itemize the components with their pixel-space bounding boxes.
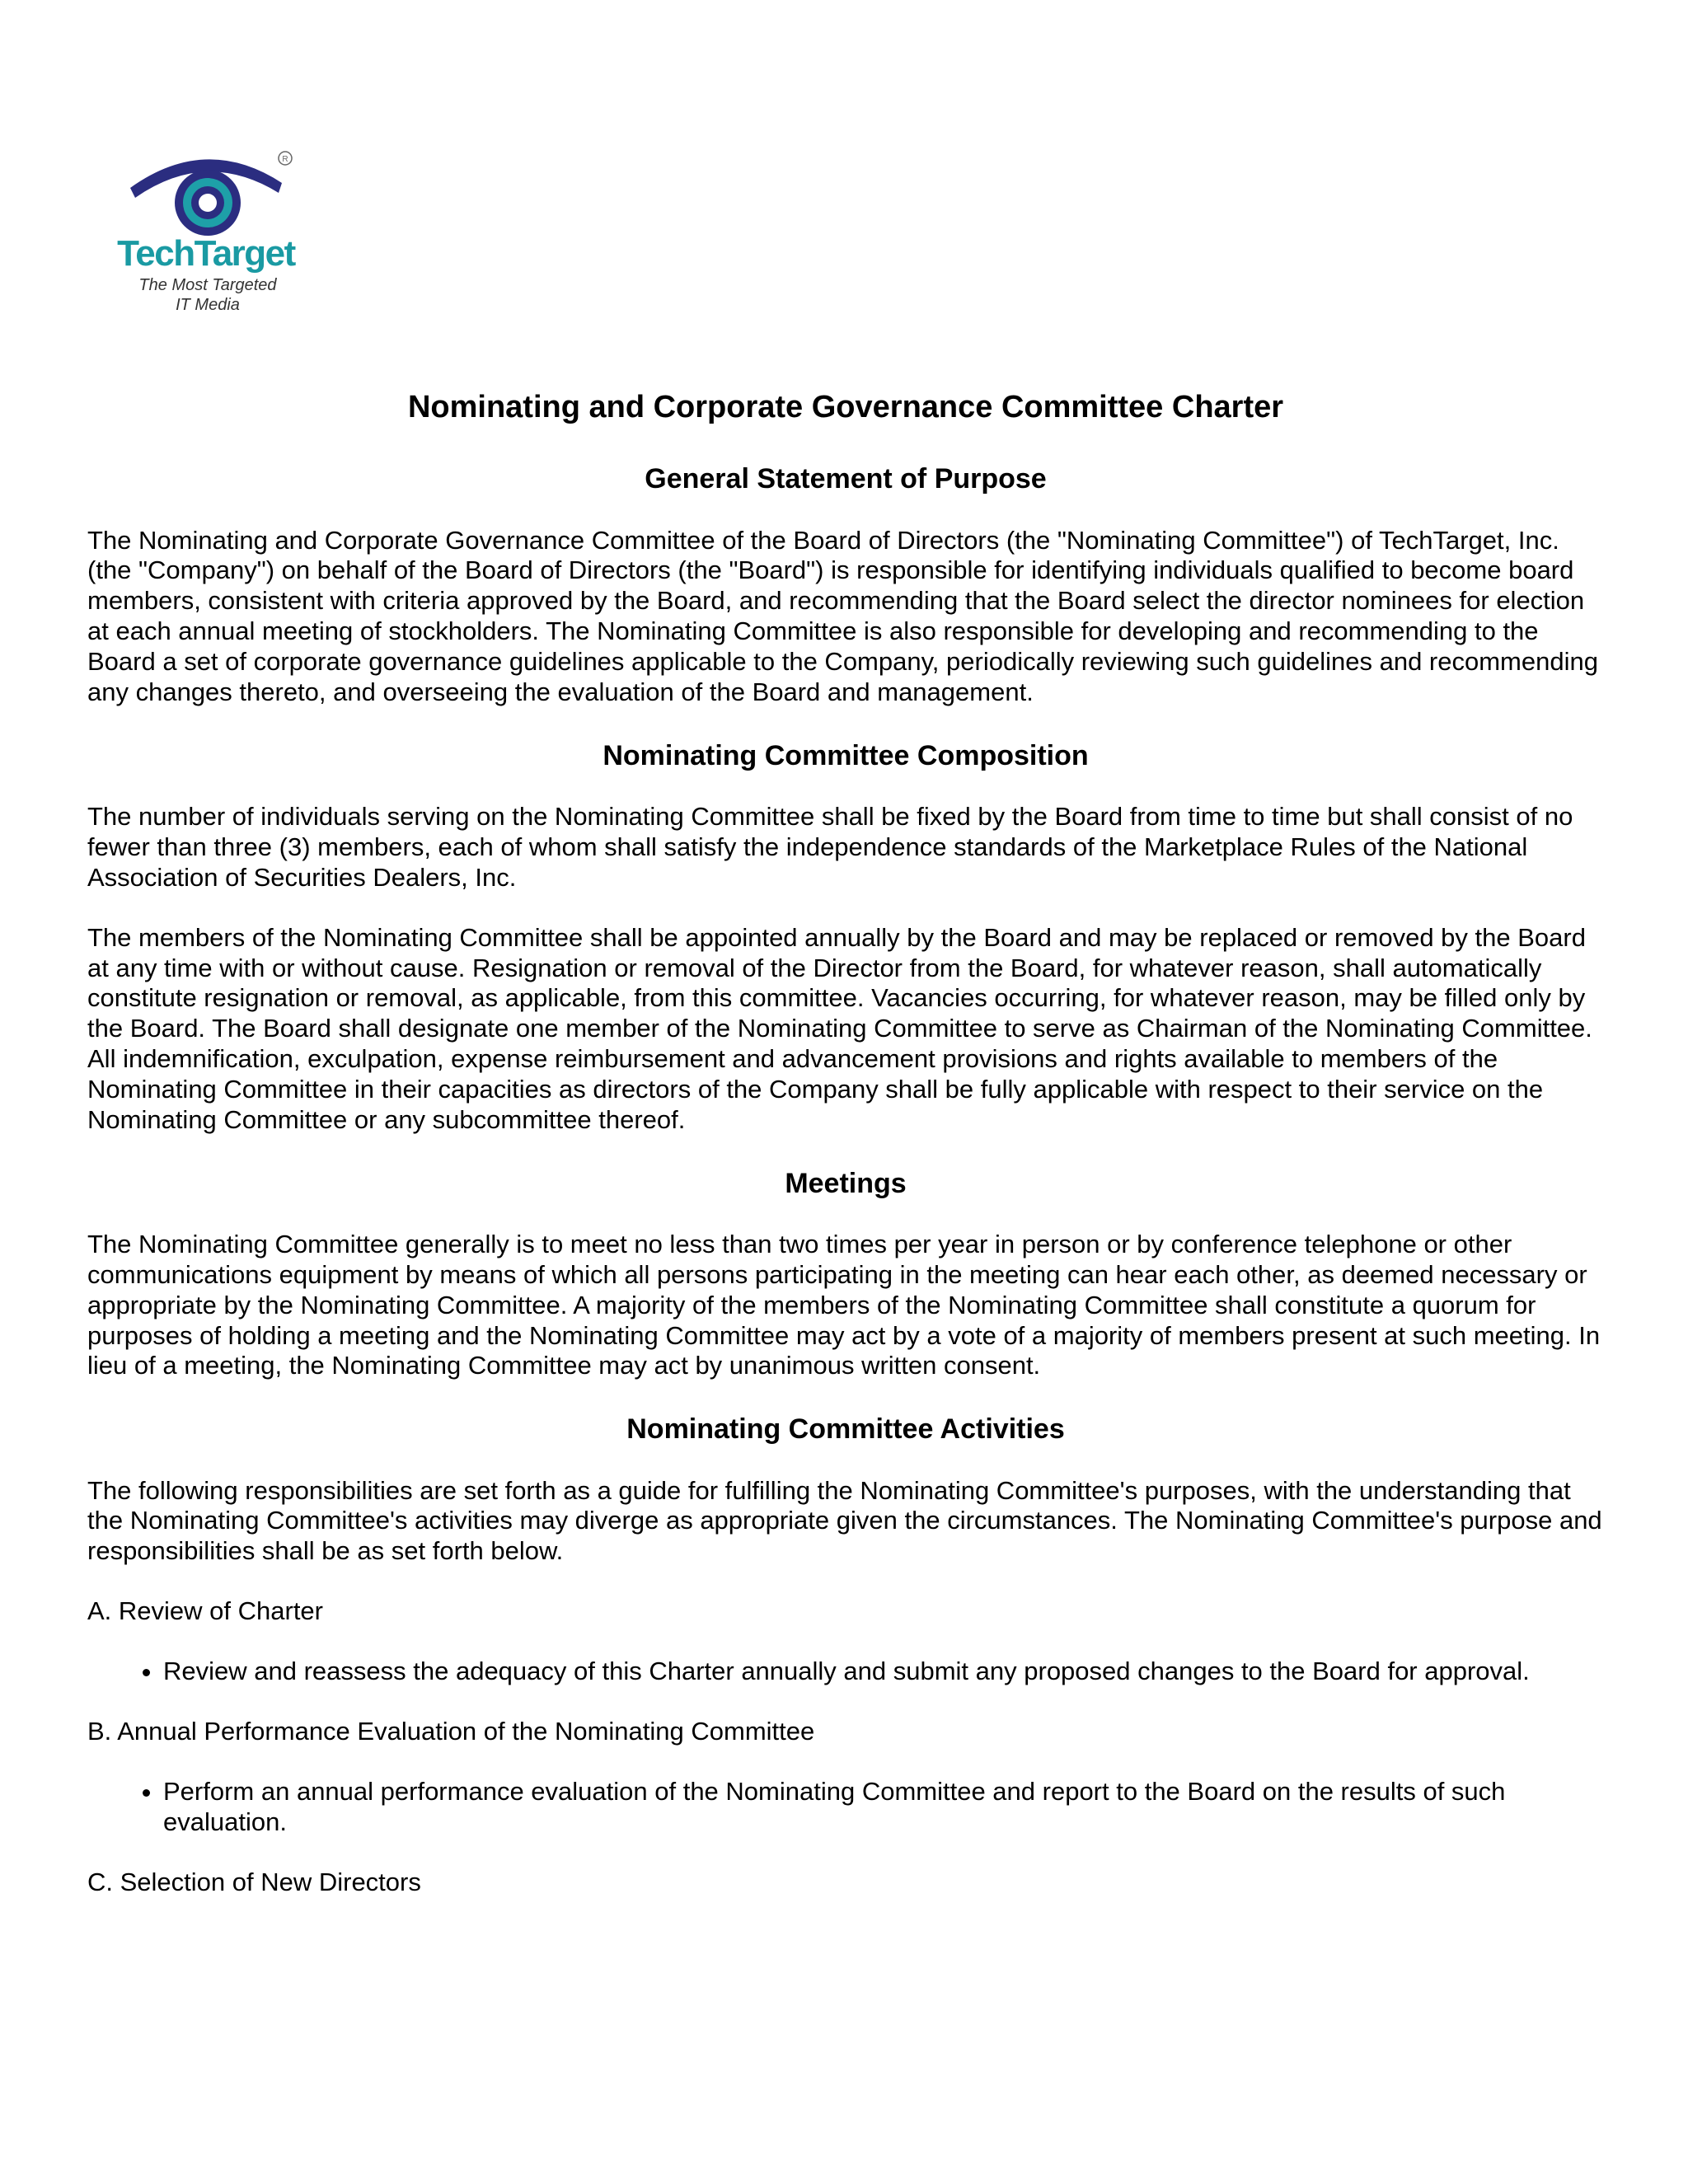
- registered-mark-letter: R: [282, 155, 288, 164]
- section-heading-activities: Nominating Committee Activities: [626, 1413, 1065, 1446]
- purpose-paragraph: The Nominating and Corporate Governance Committee of the Board of Directors (the "Nominating Committee") of TechTarget, Inc. (the "Company") on behalf of the Board of Directors (the "Board") is responsible for identifying individuals qualified to become board members, consistent with criteria approved by the Board, and recommending that the Board select the director nominees for election at each annual meeting of stockholders. The Nominating Committee is also responsible for developing and recommending to the Board a set of corporate governance guidelines applicable to the Company, periodically reviewing such guidelines and recommending any changes thereto, and overseeing the evaluation of the Board and management.: [87, 525, 1598, 706]
- meetings-paragraph: The Nominating Committee generally is to meet no less than two times per year in person or by conference telephone or other communications equipment by means of which all persons participating in the meeting can hear each other, as deemed necessary or appropriate by the Nominating Committee. A majority of the members of the Nominating Committee shall constitute a quorum for purposes of holding a meeting and the Nominating Committee may act by a vote of a majority of members present at such meeting. In lieu of a meeting, the Nominating Committee may act by unanimous written consent.: [87, 1229, 1601, 1380]
- techtarget-logo: [115, 140, 313, 338]
- activity-label-review-of-charter: A. Review of Charter: [87, 1596, 323, 1626]
- list-item: • Review and reassess the adequacy of this Charter annually and submit any proposed changes to the Board for approval.: [163, 1657, 1604, 1687]
- tagline-line1-text: The Most Targeted: [138, 276, 277, 294]
- activity-label-selection-of-new-directors: C. Selection of New Directors: [87, 1867, 421, 1896]
- tagline-line2-text: IT Media: [176, 296, 240, 314]
- activities-paragraph: The following responsibilities are set forth as a guide for fulfilling the Nominating Committee's purposes, with the understanding that the Nominating Committee's activities may diverge as appropriate given the circumstances. The Nominating Committee's purpose and responsibilities shall be as set forth below.: [87, 1475, 1602, 1566]
- composition-paragraph-1: The number of individuals serving on the Nominating Committee shall be fixed by the Board from time to time but shall consist of no fewer than three (3) members, each of whom shall satisfy the independence standards of the Marketplace Rules of the National Association of Securities Dealers, Inc.: [87, 802, 1573, 892]
- section-heading-meetings: Meetings: [785, 1167, 907, 1199]
- eye-highlight-shape: [199, 194, 217, 212]
- charter-document: [87, 387, 1604, 1927]
- document-title: Nominating and Corporate Governance Committee Charter: [407, 390, 1284, 424]
- section-heading-composition: Nominating Committee Composition: [603, 739, 1089, 771]
- list-item: • Perform an annual performance evaluation of the Nominating Committee and report to the Board on the results of such evaluation.: [163, 1777, 1604, 1838]
- section-heading-purpose: General Statement of Purpose: [645, 463, 1047, 495]
- eye-logo-icon: [115, 140, 313, 338]
- brand-name-text: TechTarget: [117, 233, 295, 274]
- activity-list-review-of-charter: [87, 1657, 1604, 1687]
- composition-paragraph-2: The members of the Nominating Committee shall be appointed annually by the Board and may be replaced or removed by the Board at any time with or without cause. Resignation or removal of the Director from the Board, for whatever reason, shall automatically constitute resignation or removal, as applicable, from this committee. Vacancies occurring, for whatever reason, may be filled only by the Board. The Board shall designate one member of the Nominating Committee to serve as Chairman of the Nominating Committee. All indemnification, exculpation, expense reimbursement and advancement provisions and rights available to members of the Nominating Committee in their capacities as directors of the Company shall be fully applicable with respect to their service on the Nominating Committee or any subcommittee thereof.: [87, 922, 1592, 1134]
- activity-list-performance-evaluation: [87, 1777, 1604, 1838]
- activity-label-performance-evaluation: B. Annual Performance Evaluation of the Nominating Committee: [87, 1716, 815, 1746]
